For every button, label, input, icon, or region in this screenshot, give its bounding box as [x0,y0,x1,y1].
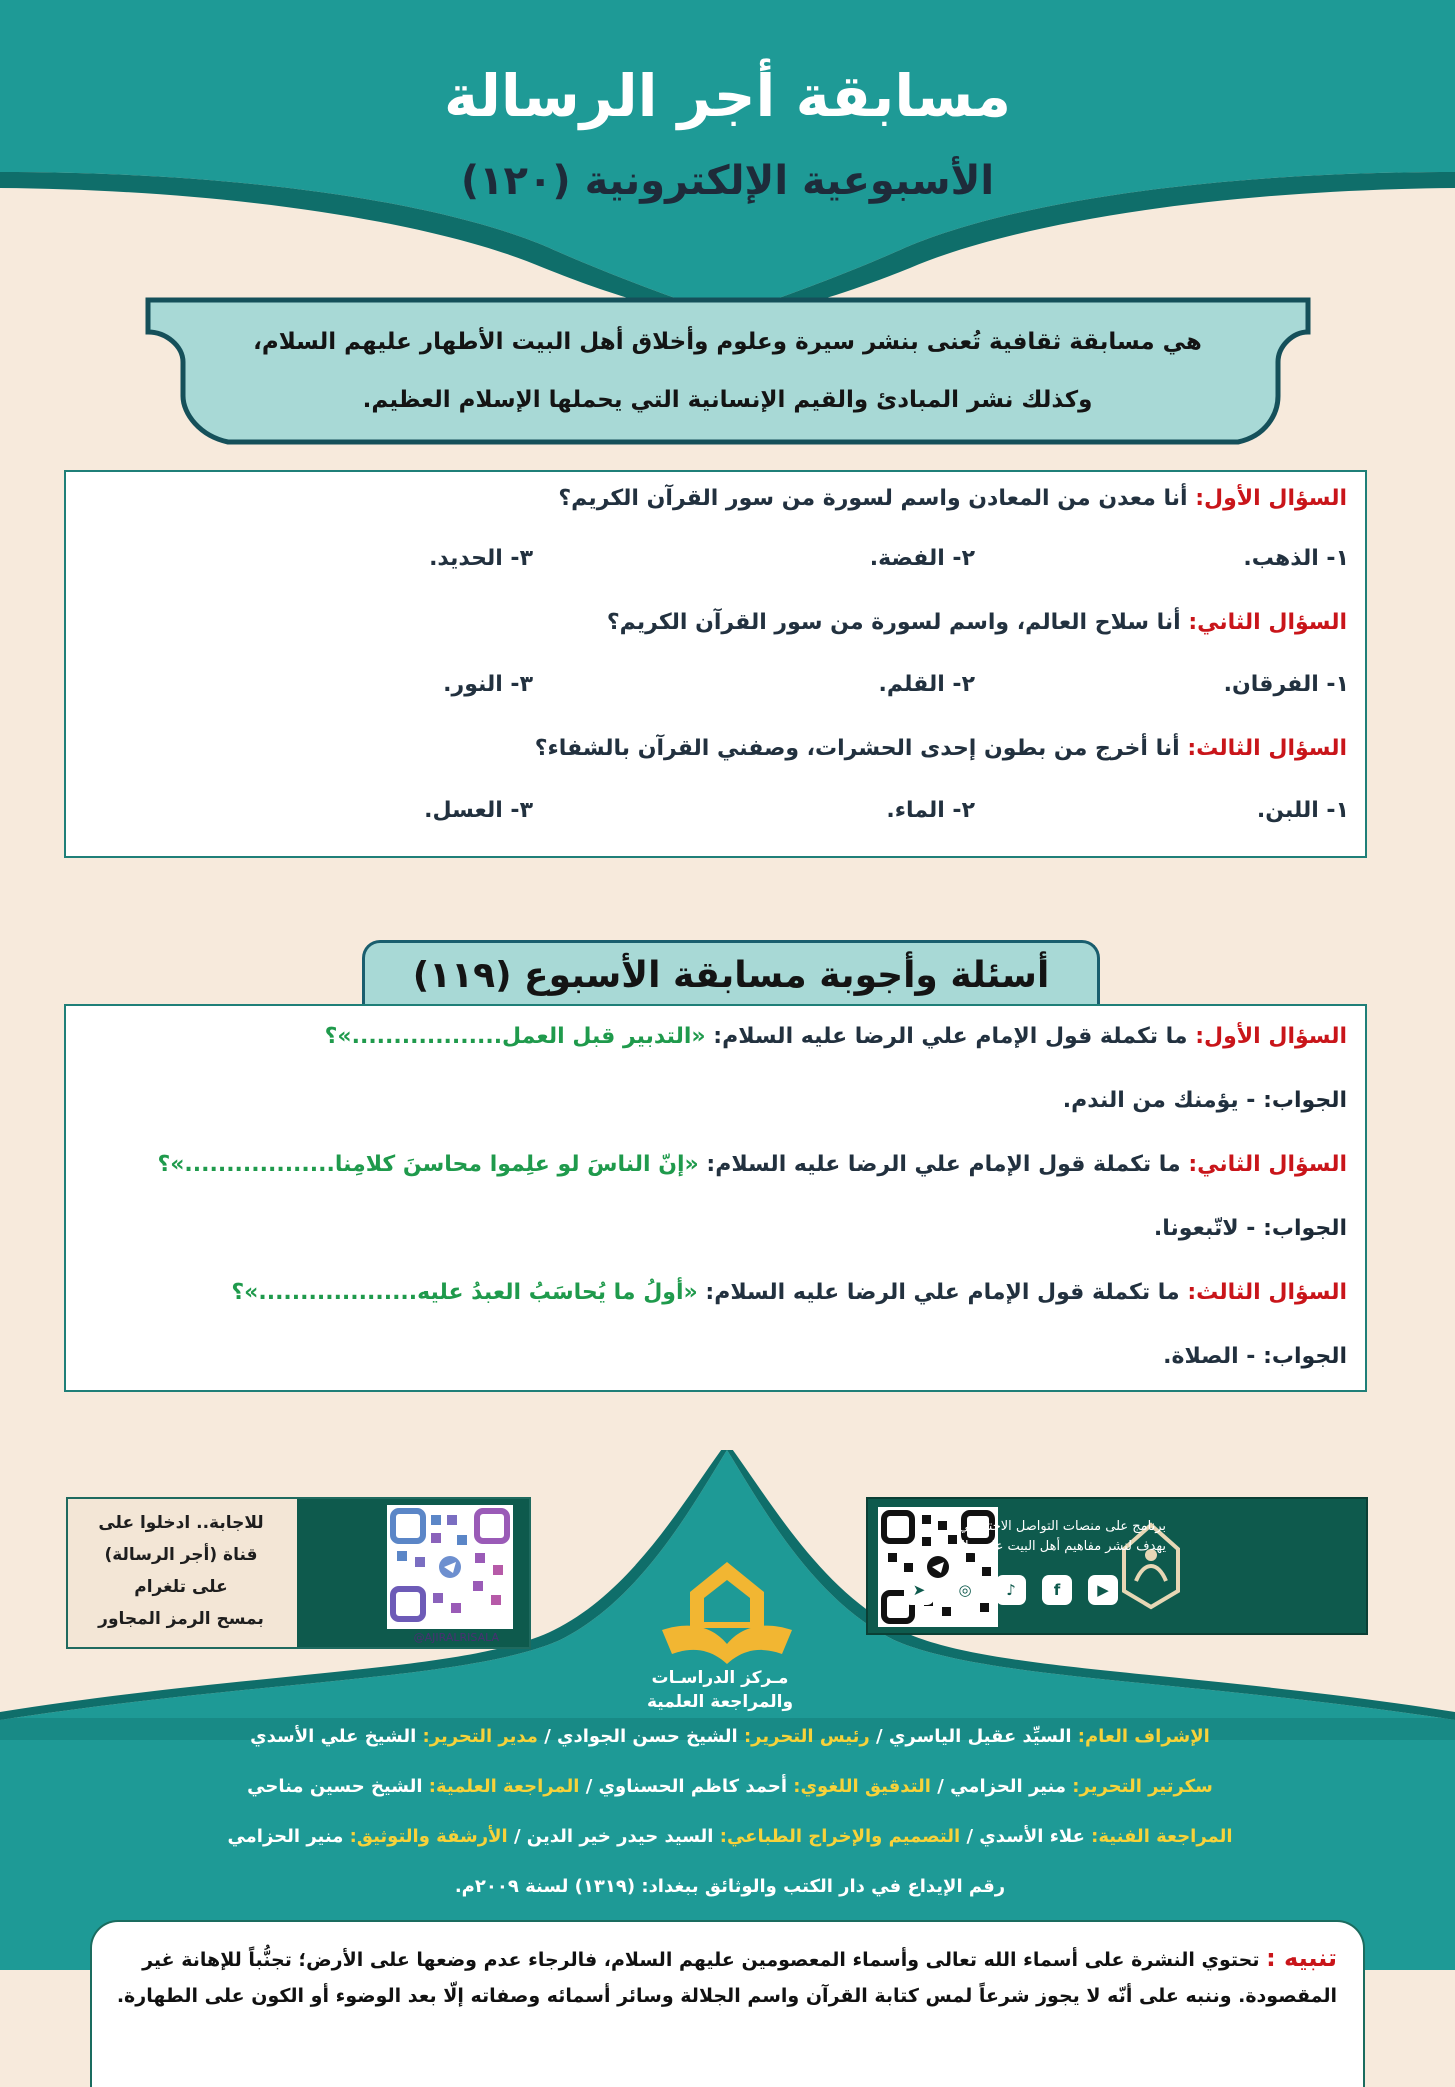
intro-line-1: هي مسابقة ثقافية تُعنى بنشر سيرة وعلوم وأخلاق أهل البيت الأطهار عليهم السلام، [253,329,1202,355]
credit-value: منير الحزامي [227,1826,350,1847]
credit-value: أحمد كاظم الحسناوي / [579,1776,794,1797]
credits-line-3 [140,1826,1320,1847]
telegram-card-line-1: للاجابة.. ادخلوا على [98,1513,264,1533]
facebook-icon[interactable]: f [1042,1575,1072,1605]
answer-1-question-text: ما تكملة قول الإمام علي الرضا عليه السلام: [713,1024,1188,1049]
answer-2-text: - لاتّبعونا. [1153,1216,1256,1241]
page-subtitle: الأسبوعية الإلكترونية (١٢٠) [460,158,995,204]
q2-option-1: ١- الفرقان. [1223,672,1349,697]
social-card-text [876,1517,1166,1557]
answer-3-question-label: السؤال الثالث: [1187,1280,1347,1305]
question-3 [535,736,1347,761]
tiktok-icon[interactable]: ♪ [996,1575,1026,1605]
answer-2-question-text: ما تكملة قول الإمام علي الرضا عليه السلام: [706,1152,1181,1177]
qr-code-icon [387,1505,513,1629]
credit-label: التدقيق اللغوي: [793,1776,931,1797]
credit-label: مدير التحرير: [422,1726,538,1747]
instagram-icon[interactable]: ◎ [950,1575,980,1605]
answer-1-quote: «التدبير قبل العمل..................»؟ [324,1024,706,1049]
question-2-label: السؤال الثاني: [1188,610,1347,635]
page-title: مسابقة أجر الرسالة [443,62,1012,130]
credit-value: الشيخ حسين مناحي [247,1776,429,1797]
telegram-card-line-2: قناة (أجر الرسالة) [104,1545,258,1565]
question-2 [607,610,1347,635]
answers-title: أسئلة وأجوبة مسابقة الأسبوع (١١٩) [362,940,1100,1006]
q2-option-2: ٢- القلم. [878,672,975,697]
answer-2-label: الجواب: [1263,1216,1347,1241]
deposit-number: رقم الإيداع في دار الكتب والوثائق ببغداد: (١٣١٩) لسنة ٢٠٠٩م. [454,1876,1006,1897]
intro-text [140,305,1315,440]
questions-panel [64,470,1367,858]
answer-1-text: - يؤمنك من الندم. [1062,1088,1256,1113]
answer-1-label: الجواب: [1263,1088,1347,1113]
question-3-text: أنا أخرج من بطون إحدى الحشرات، وصفني القرآن بالشفاء؟ [534,736,1180,761]
credits-line-2 [140,1776,1320,1797]
warning-text-1: تحتوي النشرة على أسماء الله تعالى وأسماء المعصومين عليهم السلام، فالرجاء عدم وضعها على الأرض؛ تجنُّباً للإهانة غير [142,1949,1260,1971]
answer-2-question-label: السؤال الثاني: [1188,1152,1347,1177]
warning-line-2: المقصودة. وننبه على أنّه لا يجوز شرعاً لمس كتابة القرآن واسم الجلالة وسائر أسمائه وصفاته إلّا بعد الوضوء أو الكون على الطهارة. [116,1985,1337,2007]
answer-3-text: - الصلاة. [1163,1344,1256,1369]
q3-option-3: ٣- العسل. [424,798,533,823]
credit-label: رئيس التحرير: [743,1726,870,1747]
credits-line-1 [140,1726,1320,1747]
answer-3-question [231,1280,1347,1305]
answer-2-quote: «إنّ الناسَ لو علِموا محاسنَ كلامِنا..................»؟ [157,1152,699,1177]
telegram-card [66,1497,531,1649]
answer-3 [1163,1344,1347,1369]
credit-value: السيِّد عقيل الياسري / [869,1726,1078,1747]
q1-option-2: ٢- الفضة. [869,546,975,571]
question-1-label: السؤال الأول: [1195,486,1347,511]
credit-label: التصميم والإخراج الطباعي: [719,1826,961,1847]
warning-line-1 [112,1942,1337,1976]
answer-1-question [325,1024,1347,1049]
social-card-line-1: برنامج على منصات التواصل الاجتماعي [958,1519,1166,1534]
telegram-card-text [76,1507,286,1635]
question-1-text: أنا معدن من المعادن واسم لسورة من سور القرآن الكريم؟ [558,486,1188,511]
question-2-text: أنا سلاح العالم، واسم لسورة من سور القرآن الكريم؟ [606,610,1181,635]
answer-1-question-label: السؤال الأول: [1195,1024,1347,1049]
q3-option-1: ١- اللبن. [1256,798,1349,823]
answer-2-question [157,1152,1347,1177]
answer-1 [1063,1088,1347,1113]
intro-line-2: وكذلك نشر المبادئ والقيم الإنسانية التي يحملها الإسلام العظيم. [362,387,1093,413]
telegram-handle: @AJIRALRISALA [413,1631,499,1644]
center-name-line-1: مـركز الدراسـات [651,1668,789,1688]
credit-label: المراجعة الفنية: [1091,1826,1233,1847]
credit-value: علاء الأسدي / [960,1826,1092,1847]
answer-2 [1154,1216,1347,1241]
social-card-line-2: يهدف لنشر مفاهيم أهل البيت عليهم السلام [933,1539,1166,1554]
credit-label: الإشراف العام: [1077,1726,1210,1747]
warning-box [90,1920,1365,2087]
q1-option-1: ١- الذهب. [1243,546,1349,571]
q1-option-3: ٣- الحديد. [429,546,533,571]
answer-3-question-text: ما تكملة قول الإمام علي الرضا عليه السلام: [705,1280,1180,1305]
q2-option-3: ٣- النور. [443,672,533,697]
credit-value: الشيخ علي الأسدي [250,1726,423,1747]
answer-3-label: الجواب: [1263,1344,1347,1369]
credit-label: سكرتير التحرير: [1072,1776,1213,1797]
center-logo-icon [652,1558,802,1668]
answer-3-quote: «أولُ ما يُحاسَبُ العبدُ عليه...................»؟ [231,1280,698,1305]
telegram-qr-code[interactable] [387,1505,513,1629]
warning-label: تنبيه : [1266,1944,1337,1972]
credit-label: الأرشفة والتوثيق: [349,1826,508,1847]
center-name-line-2: والمراجعة العلمية [646,1692,794,1712]
telegram-card-line-4: بمسح الرمز المجاور [98,1609,264,1629]
q3-option-2: ٢- الماء. [886,798,975,823]
credit-value: الشيخ حسن الجوادي / [537,1726,744,1747]
youtube-icon[interactable]: ▶ [1088,1575,1118,1605]
social-card [866,1497,1368,1635]
question-1 [558,486,1347,511]
credit-value: السيد حيدر خير الدين / [507,1826,720,1847]
telegram-card-line-3: على تلغرام [134,1577,228,1597]
answers-panel [64,1004,1367,1392]
credit-label: المراجعة العلمية: [428,1776,580,1797]
credit-value: منير الحزامي / [930,1776,1073,1797]
question-3-label: السؤال الثالث: [1187,736,1347,761]
telegram-icon[interactable]: ➤ [904,1575,934,1605]
center-name [620,1666,820,1714]
